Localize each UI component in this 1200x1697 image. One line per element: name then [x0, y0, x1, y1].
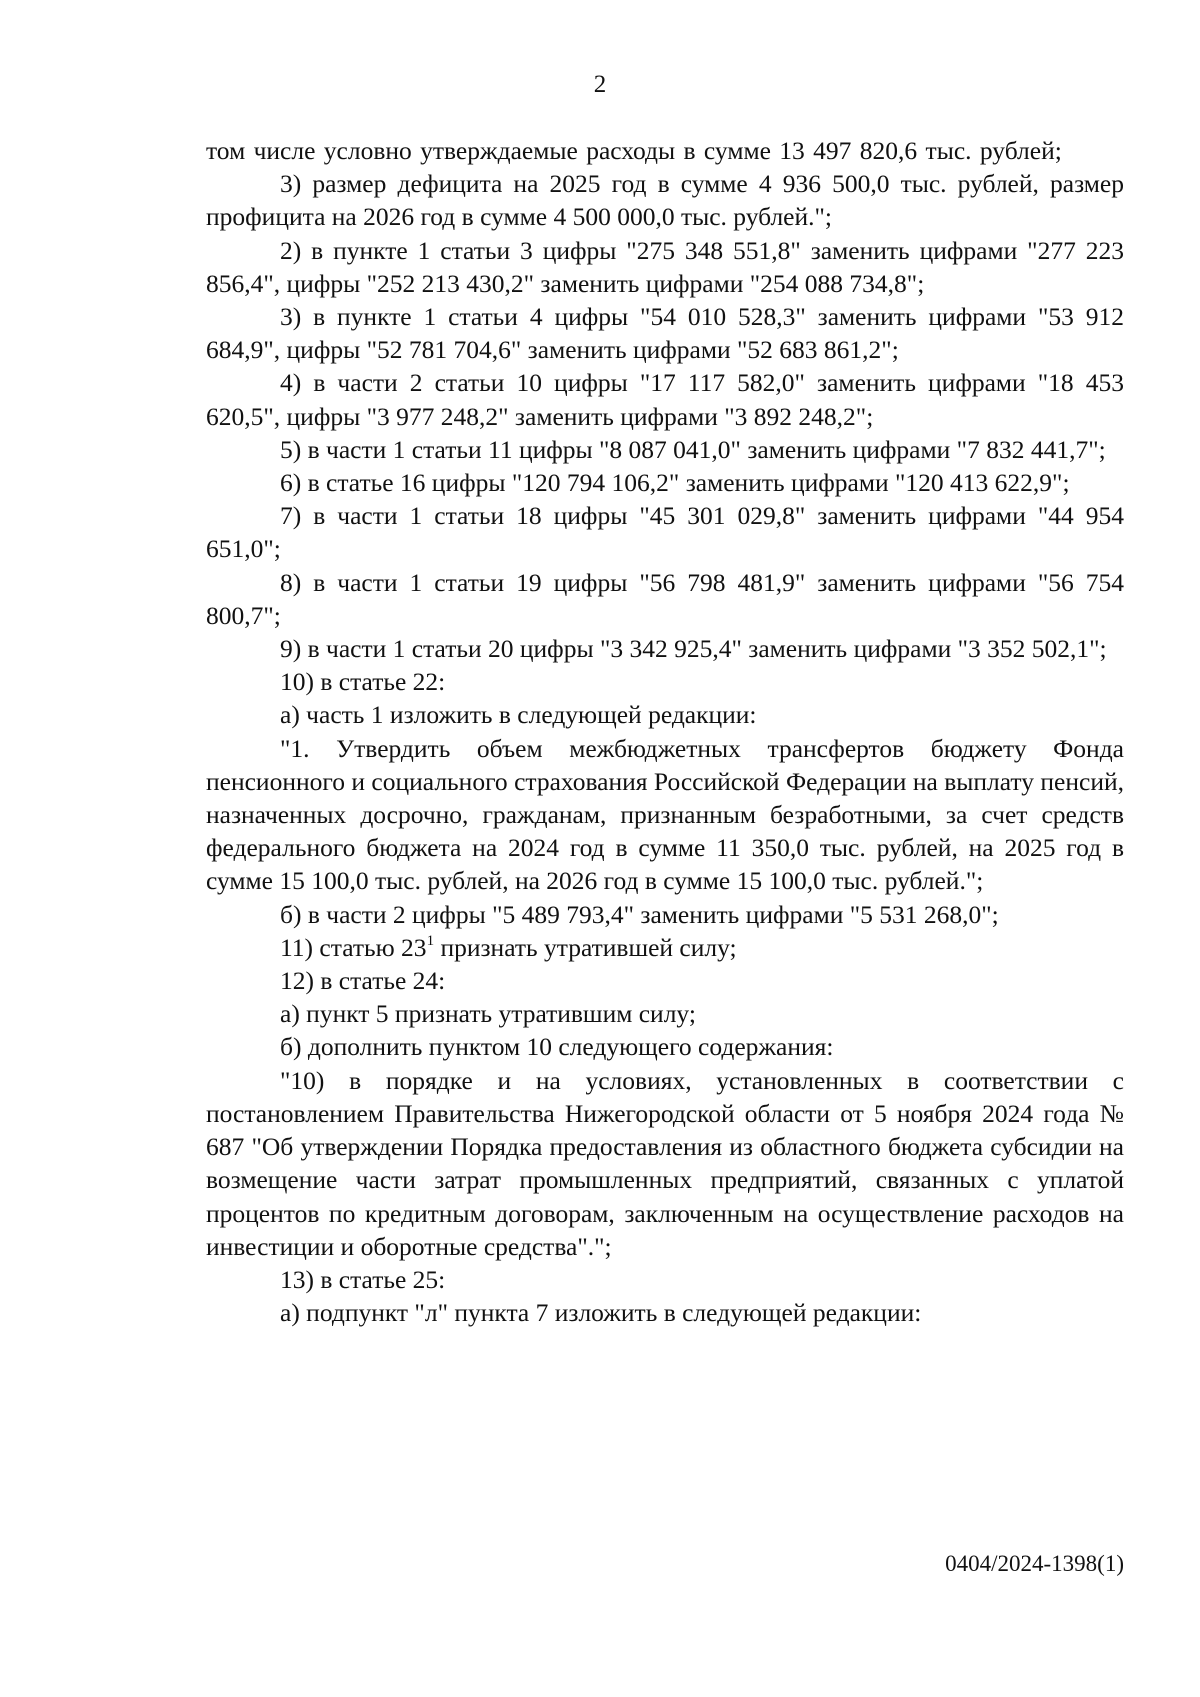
- paragraph-item-3-deficit: 3) размер дефицита на 2025 год в сумме 4 936 500,0 тыс. рублей, размер профицита на 2026 год в сумме 4 500 000,0 тыс. рублей.";: [206, 169, 1124, 232]
- paragraph-item-10b: б) в части 2 цифры "5 489 793,4" заменить цифрами "5 531 268,0";: [280, 899, 999, 929]
- item-11-superscript: 1: [426, 932, 435, 949]
- paragraph-item-10a: а) часть 1 изложить в следующей редакции:: [280, 700, 757, 730]
- paragraph-item-12b: б) дополнить пунктом 10 следующего содержания:: [280, 1032, 834, 1062]
- paragraph-item-12: 12) в статье 24:: [280, 966, 446, 996]
- paragraph-quoted-point-10: "10) в порядке и на условиях, установленных в соответствии с постановлением Правительства Нижегородской области от 5 ноября 2024 года № 687 "Об утверждении Порядка предоставления из областного бюджета субсидии на возмещение части затрат промышленных предприятий, связанных с уплатой процентов по кредитным договорам, заключенным на осуществление расходов на инвестиции и оборотные средства".";: [206, 1065, 1124, 1261]
- paragraph-item-12a: а) пункт 5 признать утратившим силу;: [280, 999, 696, 1029]
- item-11-text-after: признать утратившей силу;: [434, 932, 737, 962]
- paragraph-item-7: 7) в части 1 статьи 18 цифры "45 301 029,8" заменить цифрами "44 954 651,0";: [206, 501, 1124, 564]
- paragraph-item-13a: а) подпункт "л" пункта 7 изложить в следующей редакции:: [280, 1298, 922, 1328]
- paragraph-item-9: 9) в части 1 статьи 20 цифры "3 342 925,4" заменить цифрами "3 352 502,1";: [280, 634, 1107, 664]
- paragraph-item-6: 6) в статье 16 цифры "120 794 106,2" заменить цифрами "120 413 622,9";: [280, 468, 1070, 498]
- paragraph-item-4: 4) в части 2 статьи 10 цифры "17 117 582,0" заменить цифрами "18 453 620,5", цифры "3 977 248,2" заменить цифрами "3 892 248,2";: [206, 368, 1124, 431]
- paragraph-quoted-part-1: "1. Утвердить объем межбюджетных трансфертов бюджету Фонда пенсионного и социального страхования Российской Федерации на выплату пенсий, назначенных досрочно, гражданам, признанным безработными, за счет средств федерального бюджета на 2024 год в сумме 11 350,0 тыс. рублей, на 2025 год в сумме 15 100,0 тыс. рублей, на 2026 год в сумме 15 100,0 тыс. рублей.";: [206, 733, 1124, 896]
- paragraph-item-5: 5) в части 1 статьи 11 цифры "8 087 041,0" заменить цифрами "7 832 441,7";: [280, 434, 1106, 464]
- paragraph-item-10: 10) в статье 22:: [280, 667, 446, 697]
- paragraph-item-2: 2) в пункте 1 статьи 3 цифры "275 348 551,8" заменить цифрами "277 223 856,4", цифры "252 213 430,2" заменить цифрами "254 088 734,8";: [206, 235, 1124, 298]
- paragraph-item-3: 3) в пункте 1 статьи 4 цифры "54 010 528,3" заменить цифрами "53 912 684,9", цифры "52 781 704,6" заменить цифрами "52 683 861,2";: [206, 302, 1124, 365]
- document-code: 0404/2024-1398(1): [945, 1551, 1124, 1576]
- document-body: [206, 134, 1124, 1329]
- paragraph-item-13: 13) в статье 25:: [280, 1264, 446, 1294]
- page-number: 2: [593, 71, 607, 98]
- item-11-text-before: 11) статью 23: [280, 932, 427, 962]
- paragraph-continuation: том числе условно утверждаемые расходы в сумме 13 497 820,6 тыс. рублей;: [206, 136, 1062, 165]
- paragraph-item-8: 8) в части 1 статьи 19 цифры "56 798 481,9" заменить цифрами "56 754 800,7";: [206, 567, 1124, 630]
- paragraph-item-11: [206, 931, 1124, 964]
